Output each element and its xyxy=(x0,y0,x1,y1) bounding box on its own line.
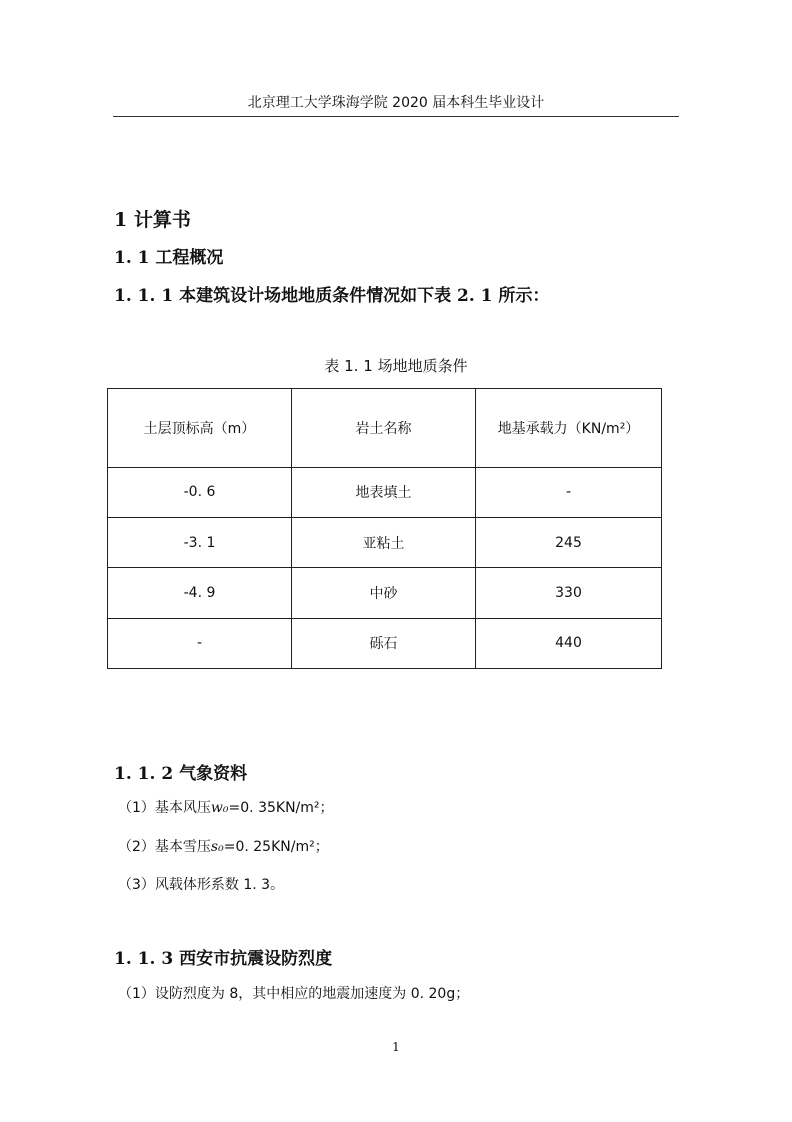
snow-pressure-line xyxy=(118,836,329,856)
table-cell: - xyxy=(108,618,292,668)
column-header-soil-name: 岩土名称 xyxy=(292,389,476,468)
snow-pressure-label: （2）基本雪压 xyxy=(118,839,211,855)
table-cell: -0. 6 xyxy=(108,467,292,517)
section-heading-overview: 1. 1 工程概况 xyxy=(114,248,224,268)
subsection-heading-geology: 1. 1. 1 本建筑设计场地地质条件情况如下表 2. 1 所示： xyxy=(114,286,550,306)
wind-pressure-symbol: w₀ xyxy=(210,800,229,816)
table-caption: 表 1. 1 场地地质条件 xyxy=(324,357,468,375)
table-cell: 330 xyxy=(476,568,662,618)
table-cell: 245 xyxy=(476,517,662,567)
subsection-heading-weather: 1. 1. 2 气象资料 xyxy=(114,764,248,784)
snow-pressure-value: =0. 25KN/m²； xyxy=(223,839,329,855)
table-cell: -3. 1 xyxy=(108,517,292,567)
table-row xyxy=(108,618,662,668)
table-row xyxy=(108,517,662,567)
wind-shape-coefficient-line: （3）风载体形系数 1. 3。 xyxy=(118,877,285,893)
column-header-elevation: 土层顶标高（m） xyxy=(108,389,292,468)
table-cell: 中砂 xyxy=(292,568,476,618)
table-row xyxy=(108,568,662,618)
page-header: 北京理工大学珠海学院 2020 届本科生毕业设计 xyxy=(247,95,545,111)
seismic-intensity-line: （1）设防烈度为 8，其中相应的地震加速度为 0. 20g； xyxy=(118,986,470,1002)
wind-pressure-value: =0. 35KN/m²； xyxy=(228,800,334,816)
table-cell: 地表填土 xyxy=(292,467,476,517)
wind-pressure-line xyxy=(118,797,334,817)
page-number: 1 xyxy=(392,1040,400,1054)
snow-pressure-symbol: s₀ xyxy=(210,839,224,855)
table-cell: 440 xyxy=(476,618,662,668)
chapter-heading: 1 计算书 xyxy=(114,209,191,231)
wind-pressure-label: （1）基本风压 xyxy=(118,800,211,816)
table-header-row xyxy=(108,389,662,468)
table-cell: -4. 9 xyxy=(108,568,292,618)
table-row xyxy=(108,467,662,517)
subsection-heading-seismic: 1. 1. 3 西安市抗震设防烈度 xyxy=(114,949,333,969)
table-cell: 亚粘土 xyxy=(292,517,476,567)
header-divider xyxy=(113,116,679,117)
table-cell: 砾石 xyxy=(292,618,476,668)
table-cell: - xyxy=(476,467,662,517)
column-header-bearing-capacity: 地基承载力（KN/m²） xyxy=(476,389,662,468)
geology-table xyxy=(107,388,662,669)
